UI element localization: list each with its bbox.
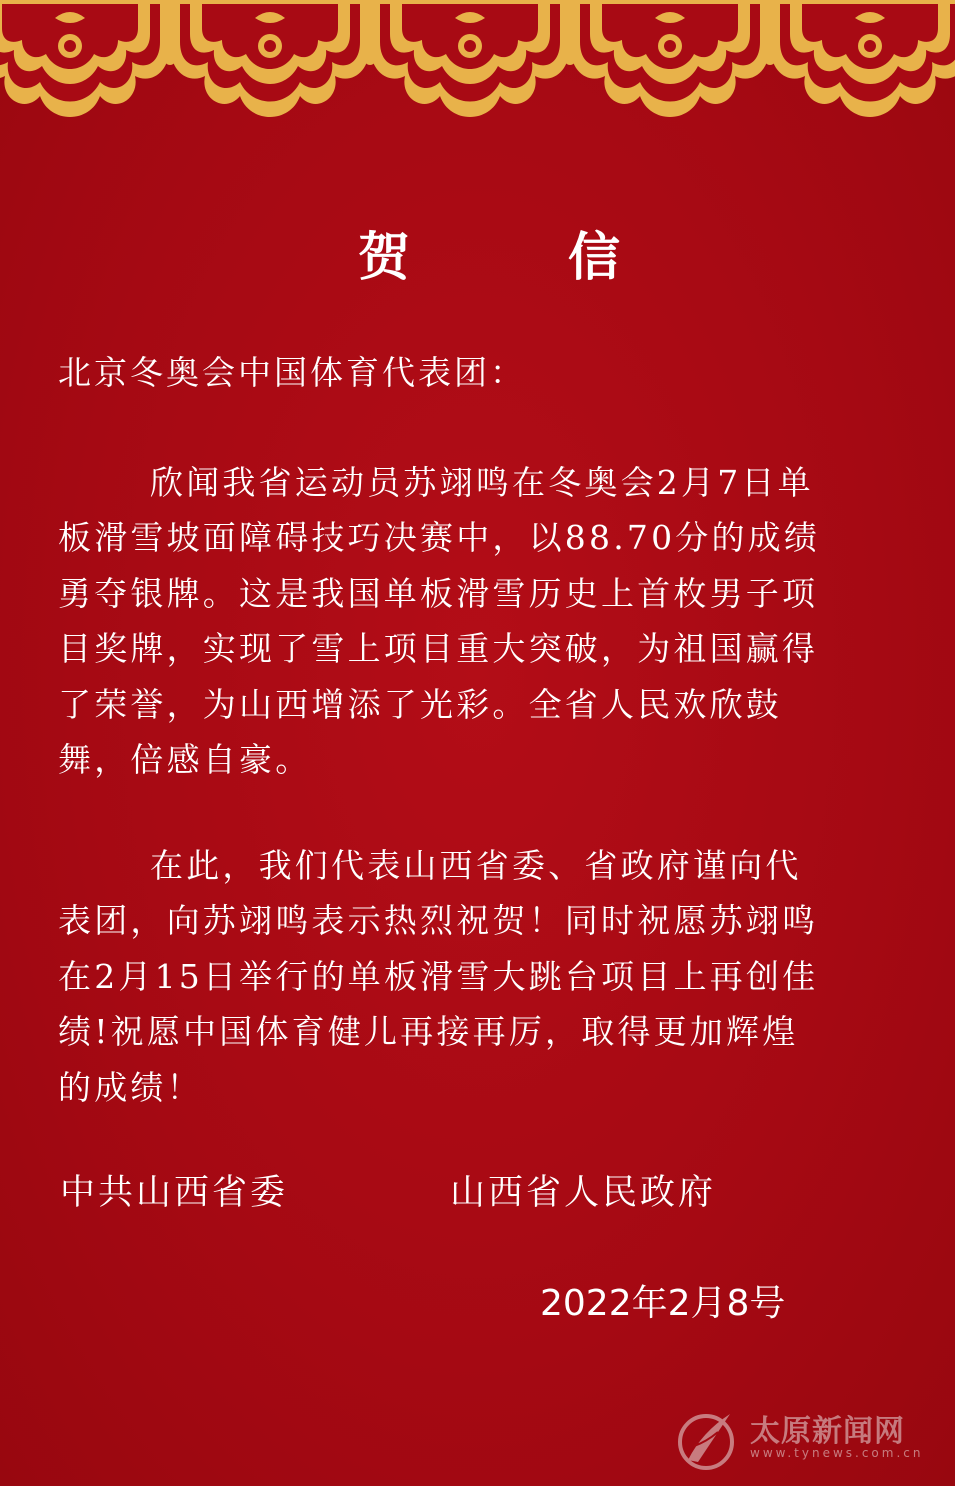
title-char-2: 信 (568, 227, 621, 288)
paragraph-1 (58, 455, 918, 787)
paragraph-line: 绩!祝愿中国体育健儿再接再厉，取得更加辉煌 (58, 1012, 799, 1052)
signature-provincial-committee: 中共山西省委 (60, 1173, 289, 1213)
watermark (668, 1402, 948, 1482)
salutation: 北京冬奥会中国体育代表团： (58, 353, 526, 392)
signature-provincial-government: 山西省人民政府 (450, 1173, 717, 1213)
letter-title (0, 222, 955, 302)
paragraph-line: 在2月15日举行的单板滑雪大跳台项目上再创佳 (58, 956, 819, 996)
pen-swirl-logo-icon (668, 1402, 744, 1478)
paragraph-line: 勇夺银牌。这是我国单板滑雪历史上首枚男子项 (58, 573, 819, 613)
ornamental-top-border (0, 0, 955, 130)
paragraph-line: 目奖牌，实现了雪上项目重大突破，为祖国赢得 (58, 629, 819, 669)
paragraph-2 (58, 838, 918, 1115)
letter-date: 2022年2月8号 (540, 1283, 786, 1324)
paragraph-line: 欣闻我省运动员苏翊鸣在冬奥会2月7日单 (150, 463, 814, 502)
watermark-name: 太原新闻网 (750, 1414, 905, 1449)
paragraph-line: 的成绩！ (58, 1067, 203, 1107)
paragraph-line: 在此，我们代表山西省委、省政府谨向代 (150, 846, 802, 885)
paragraph-line: 板滑雪坡面障碍技巧决赛中，以88.70分的成绩 (58, 518, 821, 558)
title-char-1: 贺 (358, 227, 411, 288)
watermark-url: www.tynews.com.cn (750, 1446, 924, 1460)
paragraph-line: 了荣誉，为山西增添了光彩。全省人民欢欣鼓 (58, 684, 782, 724)
paragraph-line: 舞，倍感自豪。 (58, 740, 312, 780)
paragraph-line: 表团，向苏翊鸣表示热烈祝贺！同时祝愿苏翊鸣 (58, 901, 819, 941)
